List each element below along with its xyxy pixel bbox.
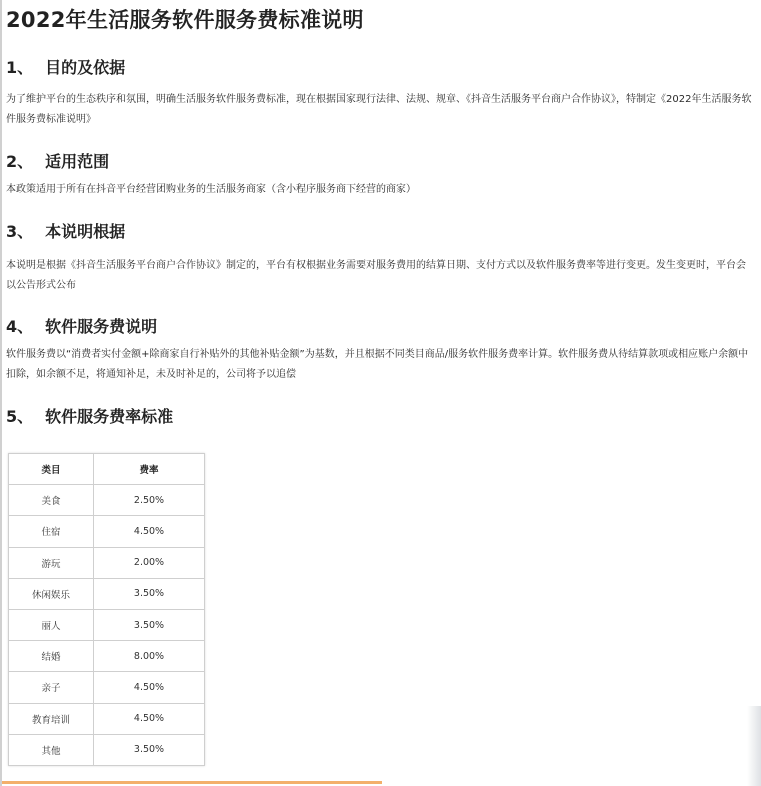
- section-1-heading: [6, 55, 125, 78]
- row-rate: 3.50%: [94, 578, 205, 609]
- section-1-title: 目的及依据: [45, 58, 126, 77]
- row-rate: 8.00%: [94, 641, 205, 672]
- row-category: 丽人: [9, 609, 94, 640]
- row-category: 游玩: [9, 547, 94, 578]
- table-row: [9, 547, 205, 578]
- rate-table: [8, 453, 205, 766]
- row-rate: 4.50%: [94, 672, 205, 703]
- section-2-heading: [6, 149, 109, 172]
- table-row: [9, 641, 205, 672]
- table-row: [9, 609, 205, 640]
- row-category: 住宿: [9, 516, 94, 547]
- table-row: [9, 578, 205, 609]
- row-rate: 2.00%: [94, 547, 205, 578]
- section-4-title: 软件服务费说明: [45, 317, 158, 336]
- section-3-body: 本说明是根据《抖音生活服务平台商户合作协议》制定的，平台有权根据业务需要对服务费用的结算日期、支付方式以及软件服务费率等进行变更。发生变更时，平台会以公告形式公布: [6, 260, 746, 291]
- row-rate: 2.50%: [94, 485, 205, 516]
- table-row: [9, 672, 205, 703]
- section-2-number: 2、: [6, 152, 34, 171]
- section-4-heading: [6, 314, 157, 337]
- table-row: [9, 516, 205, 547]
- row-category: 结婚: [9, 641, 94, 672]
- page-title: 2022年生活服务软件服务费标准说明: [6, 8, 364, 32]
- section-5-number: 5、: [6, 407, 34, 426]
- row-category: 休闲娱乐: [9, 578, 94, 609]
- section-1-number: 1、: [6, 58, 34, 77]
- header-rate: 费率: [94, 454, 205, 485]
- section-5-title: 软件服务费率标准: [45, 407, 174, 426]
- section-2-title: 适用范围: [45, 152, 110, 171]
- row-rate: 3.50%: [94, 609, 205, 640]
- edge-shadow: [747, 706, 761, 786]
- row-rate: 4.50%: [94, 703, 205, 734]
- row-category: 亲子: [9, 672, 94, 703]
- section-2-body: 本政策适用于所有在抖音平台经营团购业务的生活服务商家（含小程序服务商下经营的商家）: [6, 184, 416, 195]
- section-3-title: 本说明根据: [45, 222, 126, 241]
- header-category: 类目: [9, 454, 94, 485]
- table-row: [9, 485, 205, 516]
- row-category: 美食: [9, 485, 94, 516]
- row-rate: 4.50%: [94, 516, 205, 547]
- section-3-heading: [6, 219, 125, 242]
- section-1-body: 为了维护平台的生态秩序和氛围，明确生活服务软件服务费标准，现在根据国家现行法律、法规、规章、《抖音生活服务平台商户合作协议》，特制定《2022年生活服务软件服务费标准说明》: [6, 94, 752, 125]
- row-category: 其他: [9, 734, 94, 765]
- rate-table-header-row: [9, 454, 205, 485]
- table-row: [9, 703, 205, 734]
- row-rate: 3.50%: [94, 734, 205, 765]
- bottom-accent-bar: [2, 781, 382, 784]
- section-4-body: 软件服务费以“消费者实付金额+除商家自行补贴外的其他补贴金额”为基数，并且根据不同类目商品/服务软件服务费率计算。软件服务费从待结算款项或相应账户余额中扣除，如余额不足，将通知补足，未及时补足的，公司将予以追偿: [6, 349, 749, 380]
- table-row: [9, 734, 205, 765]
- section-4-number: 4、: [6, 317, 34, 336]
- row-category: 教育培训: [9, 703, 94, 734]
- section-5-heading: [6, 404, 173, 427]
- section-3-number: 3、: [6, 222, 34, 241]
